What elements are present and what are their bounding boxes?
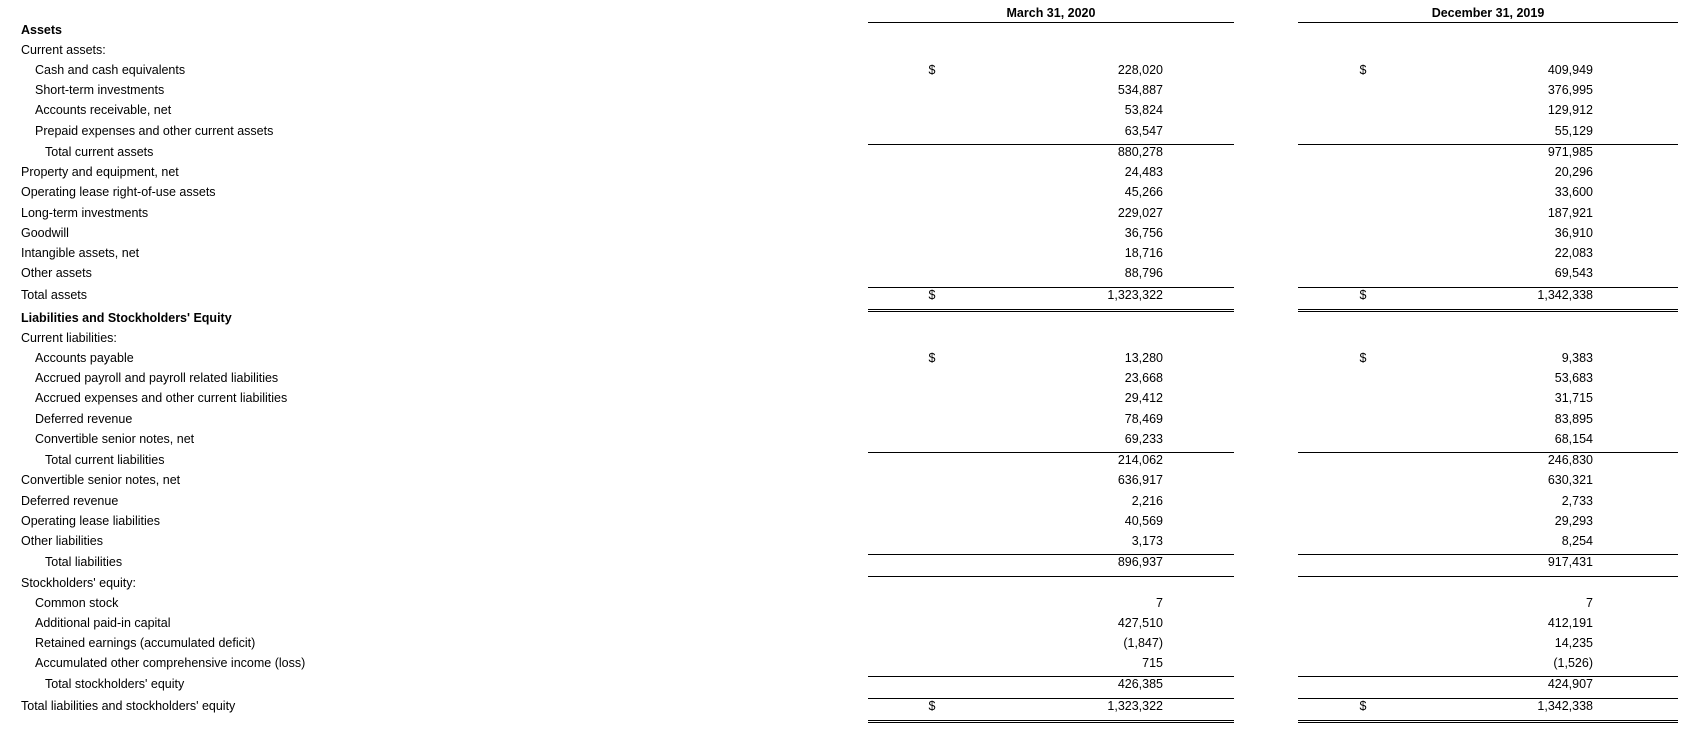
subtotal-rule [1298, 144, 1678, 145]
value-december-2019: 22,083 [1554, 246, 1593, 260]
value-december-2019: 1,342,338 [1537, 288, 1593, 302]
value-march-2020: 229,027 [1117, 206, 1163, 220]
table-row [0, 430, 1694, 449]
row-label: Operating lease liabilities [21, 514, 160, 528]
row-label: Accrued expenses and other current liabilities [35, 391, 288, 405]
table-row [0, 410, 1694, 429]
table-row [0, 224, 1694, 243]
table-row [0, 675, 1694, 694]
row-label: Accumulated other comprehensive income (loss) [35, 656, 306, 670]
subtotal-rule [868, 287, 1234, 288]
value-december-2019: 53,683 [1554, 371, 1593, 385]
row-label: Retained earnings (accumulated deficit) [35, 636, 256, 650]
row-label: Current assets: [21, 43, 106, 57]
table-row [0, 614, 1694, 633]
row-label: Goodwill [21, 226, 69, 240]
value-march-2020: 53,824 [1124, 103, 1163, 117]
row-label: Short-term investments [35, 83, 165, 97]
value-march-2020: 2,216 [1131, 494, 1163, 508]
value-march-2020: 7 [1156, 596, 1163, 610]
value-december-2019: 20,296 [1554, 165, 1593, 179]
value-december-2019: 1,342,338 [1537, 699, 1593, 713]
table-row [0, 101, 1694, 120]
value-december-2019: 246,830 [1547, 453, 1593, 467]
row-label: Assets [21, 23, 62, 37]
row-label: Total current liabilities [45, 453, 165, 467]
value-march-2020: 63,547 [1124, 124, 1163, 138]
value-march-2020: 636,917 [1117, 473, 1163, 487]
value-march-2020: 1,323,322 [1107, 699, 1163, 713]
column-header-december-2019: December 31, 2019 [1298, 4, 1678, 23]
subtotal-rule [868, 576, 1234, 577]
table-row [0, 594, 1694, 613]
value-march-2020: 23,668 [1124, 371, 1163, 385]
value-march-2020: 45,266 [1124, 185, 1163, 199]
table-row [0, 41, 1694, 60]
row-label: Prepaid expenses and other current assets [35, 124, 274, 138]
value-december-2019: 8,254 [1561, 534, 1593, 548]
row-label: Other assets [21, 266, 92, 280]
currency-symbol: $ [1359, 351, 1367, 365]
value-march-2020: 29,412 [1124, 391, 1163, 405]
value-december-2019: 31,715 [1554, 391, 1593, 405]
value-december-2019: 69,543 [1554, 266, 1593, 280]
value-march-2020: (1,847) [1123, 636, 1163, 650]
value-december-2019: 9,383 [1561, 351, 1593, 365]
subtotal-rule [1298, 576, 1678, 577]
value-december-2019: 971,985 [1547, 145, 1593, 159]
value-march-2020: 40,569 [1124, 514, 1163, 528]
subtotal-rule [868, 698, 1234, 699]
table-row [0, 512, 1694, 531]
table-row [0, 532, 1694, 551]
value-december-2019: 187,921 [1547, 206, 1593, 220]
table-row [0, 471, 1694, 490]
table-row [0, 183, 1694, 202]
table-row [0, 697, 1694, 716]
value-december-2019: 409,949 [1547, 63, 1593, 77]
value-december-2019: 36,910 [1554, 226, 1593, 240]
table-row [0, 264, 1694, 283]
value-march-2020: 24,483 [1124, 165, 1163, 179]
value-december-2019: 412,191 [1547, 616, 1593, 630]
currency-symbol: $ [928, 288, 936, 302]
value-december-2019: 376,995 [1547, 83, 1593, 97]
table-row [0, 451, 1694, 470]
value-december-2019: 29,293 [1554, 514, 1593, 528]
subtotal-rule [868, 452, 1234, 453]
value-december-2019: (1,526) [1553, 656, 1593, 670]
value-december-2019: 55,129 [1554, 124, 1593, 138]
value-december-2019: 917,431 [1547, 555, 1593, 569]
value-march-2020: 534,887 [1117, 83, 1163, 97]
row-label: Deferred revenue [35, 412, 133, 426]
row-label: Convertible senior notes, net [21, 473, 181, 487]
column-header-march-2020: March 31, 2020 [868, 4, 1234, 23]
row-label: Other liabilities [21, 534, 103, 548]
value-march-2020: 69,233 [1124, 432, 1163, 446]
table-row [0, 349, 1694, 368]
row-label: Accounts receivable, net [35, 103, 172, 117]
table-row [0, 369, 1694, 388]
row-label: Intangible assets, net [21, 246, 140, 260]
row-label: Liabilities and Stockholders' Equity [21, 311, 232, 325]
value-march-2020: 88,796 [1124, 266, 1163, 280]
table-row [0, 21, 1694, 40]
currency-symbol: $ [928, 63, 936, 77]
value-march-2020: 426,385 [1117, 677, 1163, 691]
table-row [0, 163, 1694, 182]
row-label: Total liabilities [45, 555, 123, 569]
table-row [0, 122, 1694, 141]
value-march-2020: 228,020 [1117, 63, 1163, 77]
table-row [0, 634, 1694, 653]
row-label: Cash and cash equivalents [35, 63, 186, 77]
value-december-2019: 7 [1586, 596, 1593, 610]
row-label: Operating lease right-of-use assets [21, 185, 216, 199]
value-december-2019: 33,600 [1554, 185, 1593, 199]
row-label: Total liabilities and stockholders' equity [21, 699, 236, 713]
value-march-2020: 214,062 [1117, 453, 1163, 467]
value-march-2020: 78,469 [1124, 412, 1163, 426]
value-march-2020: 427,510 [1117, 616, 1163, 630]
row-label: Common stock [35, 596, 119, 610]
value-march-2020: 18,716 [1124, 246, 1163, 260]
row-label: Total assets [21, 288, 88, 302]
subtotal-rule [1298, 452, 1678, 453]
row-label: Total stockholders' equity [45, 677, 185, 691]
table-row [0, 286, 1694, 305]
currency-symbol: $ [928, 699, 936, 713]
subtotal-rule [868, 676, 1234, 677]
subtotal-rule [868, 144, 1234, 145]
table-row [0, 389, 1694, 408]
row-label: Stockholders' equity: [21, 576, 136, 590]
value-march-2020: 36,756 [1124, 226, 1163, 240]
total-double-rule [1298, 309, 1678, 312]
row-label: Deferred revenue [21, 494, 119, 508]
subtotal-rule [1298, 698, 1678, 699]
currency-symbol: $ [1359, 63, 1367, 77]
row-label: Long-term investments [21, 206, 149, 220]
currency-symbol: $ [1359, 699, 1367, 713]
table-row [0, 654, 1694, 673]
table-row [0, 553, 1694, 572]
table-row [0, 492, 1694, 511]
total-double-rule [868, 720, 1234, 723]
row-label: Accounts payable [35, 351, 134, 365]
table-row [0, 329, 1694, 348]
value-december-2019: 129,912 [1547, 103, 1593, 117]
value-march-2020: 3,173 [1131, 534, 1163, 548]
table-row [0, 244, 1694, 263]
row-label: Current liabilities: [21, 331, 117, 345]
total-double-rule [868, 309, 1234, 312]
row-label: Total current assets [45, 145, 154, 159]
value-december-2019: 2,733 [1561, 494, 1593, 508]
value-december-2019: 68,154 [1554, 432, 1593, 446]
currency-symbol: $ [928, 351, 936, 365]
table-row [0, 81, 1694, 100]
value-december-2019: 630,321 [1547, 473, 1593, 487]
value-march-2020: 715 [1142, 656, 1163, 670]
row-label: Property and equipment, net [21, 165, 179, 179]
value-march-2020: 896,937 [1117, 555, 1163, 569]
row-label: Convertible senior notes, net [35, 432, 195, 446]
row-label: Accrued payroll and payroll related liabilities [35, 371, 279, 385]
row-label: Additional paid-in capital [35, 616, 171, 630]
table-row [0, 204, 1694, 223]
subtotal-rule [1298, 554, 1678, 555]
subtotal-rule [868, 554, 1234, 555]
currency-symbol: $ [1359, 288, 1367, 302]
table-row [0, 61, 1694, 80]
total-double-rule [1298, 720, 1678, 723]
subtotal-rule [1298, 676, 1678, 677]
value-march-2020: 880,278 [1117, 145, 1163, 159]
subtotal-rule [1298, 287, 1678, 288]
value-december-2019: 83,895 [1554, 412, 1593, 426]
value-december-2019: 14,235 [1554, 636, 1593, 650]
table-row [0, 143, 1694, 162]
value-december-2019: 424,907 [1547, 677, 1593, 691]
value-march-2020: 13,280 [1124, 351, 1163, 365]
value-march-2020: 1,323,322 [1107, 288, 1163, 302]
